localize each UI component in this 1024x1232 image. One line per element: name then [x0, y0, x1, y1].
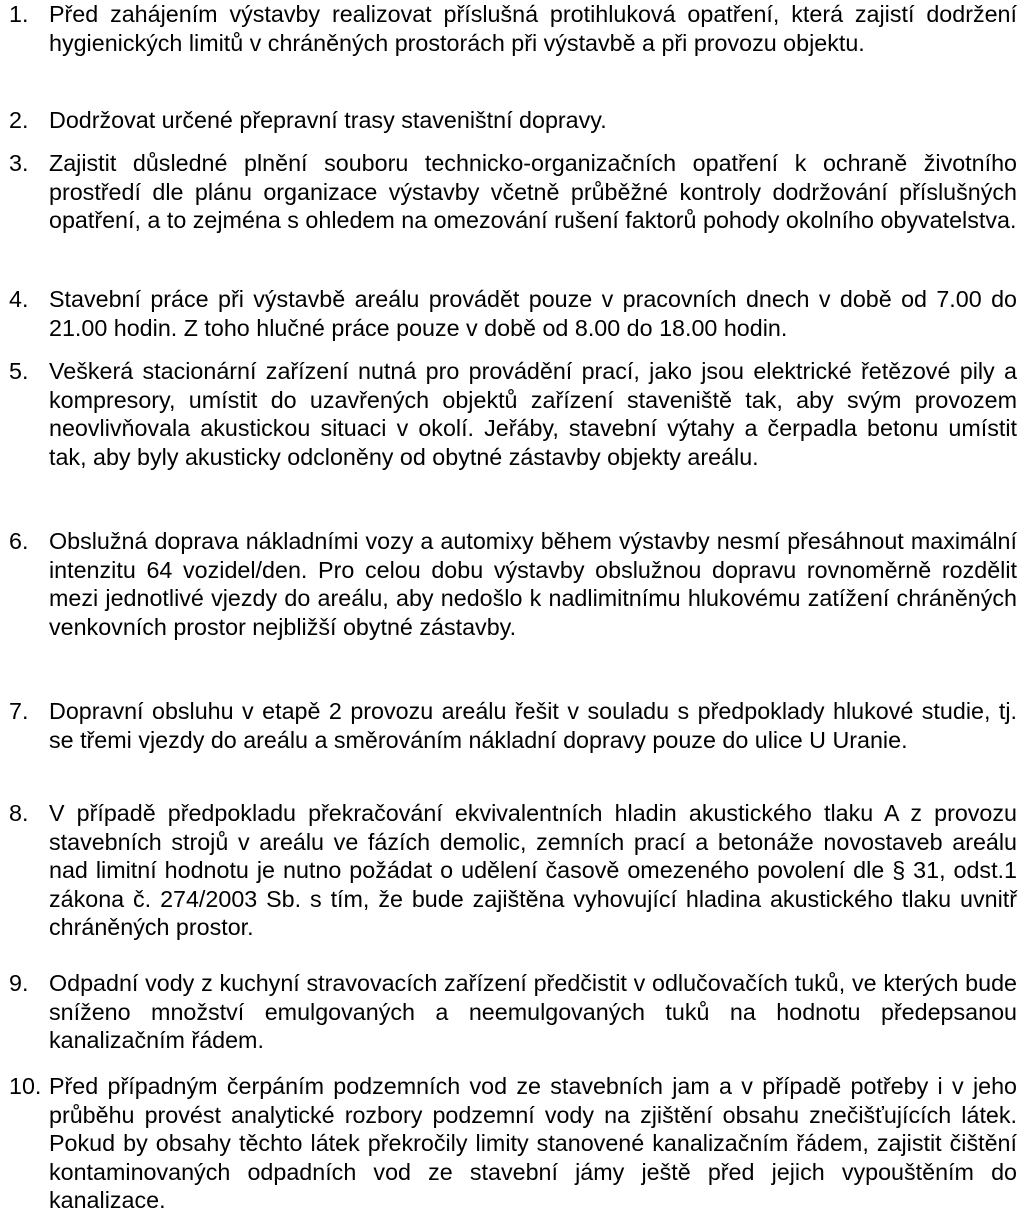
list-item	[9, 285, 1017, 342]
item-number: 9.	[9, 970, 29, 996]
item-number: 2.	[9, 107, 29, 133]
list-item	[9, 969, 1017, 1055]
list-item	[9, 697, 1017, 754]
item-text: Odpadní vody z kuchyní stravovacích zařízení předčistit v odlučovačích tuků, ve kterých bude sníženo množství emulgovaných a neemulgovaných tuků na hodnotu předepsanou kanalizačním řádem.	[49, 970, 1017, 1054]
list-item	[9, 1072, 1017, 1215]
item-number: 8.	[9, 800, 29, 826]
list-item	[9, 357, 1017, 471]
item-number: 4.	[9, 286, 29, 312]
item-text: Dopravní obsluhu v etapě 2 provozu areálu řešit v souladu s předpoklady hlukové studie, tj. se třemi vjezdy do areálu a směrováním nákladní dopravy pouze do ulice U Uranie.	[49, 698, 1017, 753]
list-item	[9, 0, 1017, 57]
list-item	[9, 106, 1017, 135]
item-number: 5.	[9, 358, 29, 384]
list-item	[9, 799, 1017, 942]
list-item	[9, 149, 1017, 235]
item-text: Dodržovat určené přepravní trasy staveništní dopravy.	[49, 107, 607, 133]
item-text: Před případným čerpáním podzemních vod ze stavebních jam a v případě potřeby i v jeho průběhu provést analytické rozbory podzemní vody na zjištění obsahu znečišťujících látek. Pokud by obsahy těchto látek překročily limity stanovené kanalizačním řádem, zajistit čištění kontaminovaných odpadních vod ze stavební jámy ještě před jejich vypouštěním do kanalizace.	[49, 1073, 1017, 1214]
item-number: 3.	[9, 150, 29, 176]
item-text: V případě předpokladu překračování ekvivalentních hladin akustického tlaku A z provozu stavebních strojů v areálu ve fázích demolic, zemních prací a betonáže novostaveb areálu nad limitní hodnotu je nutno požádat o udělení časově omezeného povolení dle § 31, odst.1 zákona č. 274/2003 Sb. s tím, že bude zajištěna vyhovující hladina akustického tlaku uvnitř chráněných prostor.	[49, 800, 1017, 941]
item-text: Veškerá stacionární zařízení nutná pro provádění prací, jako jsou elektrické řetězové pily a kompresory, umístit do uzavřených objektů zařízení staveniště tak, aby svým provozem neovlivňovala akustickou situaci v okolí. Jeřáby, stavební výtahy a čerpadla betonu umístit tak, aby byly akusticky odcloněny od obytné zástavby objekty areálu.	[49, 358, 1017, 470]
item-text: Zajistit důsledné plnění souboru technicko-organizačních opatření k ochraně životního prostředí dle plánu organizace výstavby včetně průběžné kontroly dodržování příslušných opatření, a to zejména s ohledem na omezování rušení faktorů pohody okolního obyvatelstva.	[49, 150, 1017, 234]
item-text: Stavební práce při výstavbě areálu provádět pouze v pracovních dnech v době od 7.00 do 21.00 hodin. Z toho hlučné práce pouze v době od 8.00 do 18.00 hodin.	[49, 286, 1017, 341]
item-text: Obslužná doprava nákladními vozy a automixy během výstavby nesmí přesáhnout maximální intenzitu 64 vozidel/den. Pro celou dobu výstavby obslužnou dopravu rovnoměrně rozdělit mezi jednotlivé vjezdy do areálu, aby nedošlo k nadlimitnímu hlukovému zatížení chráněných venkovních prostor nejbližší obytné zástavby.	[49, 528, 1017, 640]
item-number: 10.	[9, 1073, 42, 1099]
item-number: 6.	[9, 528, 29, 554]
item-number: 1.	[9, 1, 29, 27]
item-number: 7.	[9, 698, 29, 724]
list-item	[9, 527, 1017, 641]
item-text: Před zahájením výstavby realizovat příslušná protihluková opatření, která zajistí dodržení hygienických limitů v chráněných prostorách při výstavbě a při provozu objektu.	[49, 1, 1017, 56]
